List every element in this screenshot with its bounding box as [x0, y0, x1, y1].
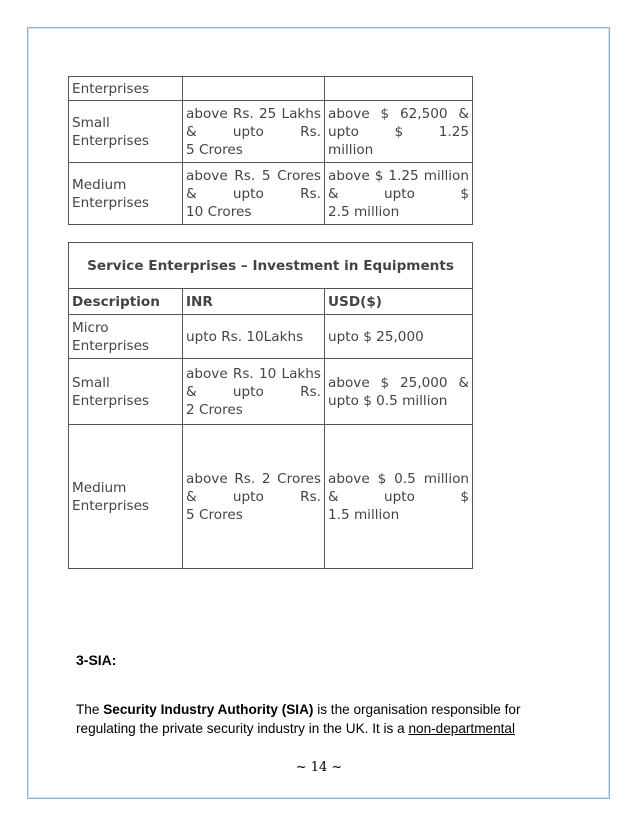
table-cell-usd: upto $ 25,000: [325, 315, 473, 359]
column-header-inr: INR: [183, 289, 325, 315]
table-title: Service Enterprises – Investment in Equipments: [69, 243, 473, 289]
table-cell-inr: upto Rs. 10Lakhs: [183, 315, 325, 359]
table-cell-description: Medium Enterprises: [69, 425, 183, 569]
table-cell-description: Small Enterprises: [69, 101, 183, 163]
table-header-row: [69, 289, 473, 315]
table-cell-description: Small Enterprises: [69, 359, 183, 425]
sia-para-bold: Security Industry Authority (SIA): [103, 702, 314, 717]
table-cell-inr: above Rs. 2 Crores & upto Rs. 5 Crores: [183, 425, 325, 569]
table-row: [69, 101, 473, 163]
table-cell-inr: above Rs. 10 Lakhs & upto Rs. 2 Crores: [183, 359, 325, 425]
sia-para-link: non-departmental: [408, 721, 516, 736]
table-cell-usd: above $ 0.5 million & upto $ 1.5 million: [325, 425, 473, 569]
table-cell-description: Enterprises: [69, 77, 183, 101]
sia-para-mid: is the organisation responsible for regulating the private security industry in the UK. It is a: [76, 702, 521, 736]
column-header-description: Description: [69, 289, 183, 315]
sia-paragraph: [76, 700, 566, 738]
table-cell-description: Micro Enterprises: [69, 315, 183, 359]
section-heading: 3-SIA:: [76, 652, 117, 668]
table-cell-inr: above Rs. 25 Lakhs & upto Rs. 5 Crores: [183, 101, 325, 163]
table-row: [69, 163, 473, 225]
table-cell-inr: [183, 77, 325, 101]
service-enterprises-table: [68, 242, 473, 569]
table-row: [69, 315, 473, 359]
sia-para-intro: The: [76, 702, 104, 717]
table-cell-inr: above Rs. 5 Crores & upto Rs. 10 Crores: [183, 163, 325, 225]
table-row: [69, 77, 473, 101]
table-row: [69, 359, 473, 425]
table-row: [69, 425, 473, 569]
column-header-usd: USD($): [325, 289, 473, 315]
table-cell-description: Medium Enterprises: [69, 163, 183, 225]
page-number: ~ 14 ~: [295, 760, 343, 775]
table-cell-usd: above $ 62,500 & upto $ 1.25 million: [325, 101, 473, 163]
table-cell-usd: above $ 25,000 & upto $ 0.5 million: [325, 359, 473, 425]
table-cell-usd: [325, 77, 473, 101]
table-cell-usd: above $ 1.25 million & upto $ 2.5 million: [325, 163, 473, 225]
table-title-row: [69, 243, 473, 289]
enterprise-investment-table-continued: [68, 76, 473, 225]
